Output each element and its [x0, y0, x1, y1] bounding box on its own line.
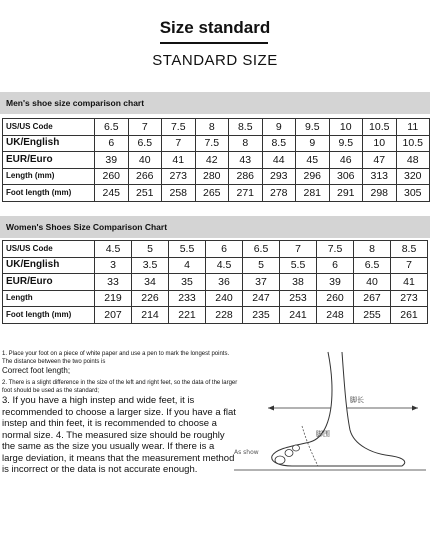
table-cell: 44 [262, 152, 296, 169]
table-cell: 273 [162, 168, 196, 185]
width-label: 脚围 [316, 430, 330, 438]
table-cell: 10.5 [396, 135, 430, 152]
table-cell: 5 [243, 257, 280, 274]
table-cell: 6.5 [95, 119, 129, 136]
table-cell: 5 [132, 241, 169, 258]
table-cell: 253 [280, 290, 317, 307]
table-cell: 9 [262, 119, 296, 136]
table-cell: 8.5 [391, 241, 428, 258]
men-chart-heading: Men's shoe size comparison chart [0, 92, 430, 114]
table-cell: 3.5 [132, 257, 169, 274]
table-cell: 6.5 [128, 135, 162, 152]
table-cell: 265 [195, 185, 229, 202]
row-label: Foot length (mm) [3, 307, 95, 324]
table-cell: 221 [169, 307, 206, 324]
table-cell: 3 [95, 257, 132, 274]
table-row [3, 274, 428, 291]
table-cell: 293 [262, 168, 296, 185]
table-cell: 255 [354, 307, 391, 324]
table-cell: 296 [296, 168, 330, 185]
table-cell: 248 [317, 307, 354, 324]
table-cell: 7 [128, 119, 162, 136]
table-cell: 298 [363, 185, 397, 202]
table-cell: 306 [329, 168, 363, 185]
side-label: As show [234, 449, 259, 456]
table-cell: 251 [128, 185, 162, 202]
row-label: EUR/Euro [3, 152, 95, 169]
table-cell: 42 [195, 152, 229, 169]
table-cell: 207 [95, 307, 132, 324]
table-row [3, 307, 428, 324]
table-cell: 46 [329, 152, 363, 169]
table-cell: 9 [296, 135, 330, 152]
table-cell: 39 [95, 152, 129, 169]
table-cell: 8.5 [229, 119, 263, 136]
table-cell: 4.5 [206, 257, 243, 274]
table-cell: 36 [206, 274, 243, 291]
table-cell: 7.5 [317, 241, 354, 258]
men-size-table [2, 118, 430, 202]
table-cell: 313 [363, 168, 397, 185]
table-cell: 214 [132, 307, 169, 324]
row-label: US/US Code [3, 241, 95, 258]
table-row [3, 152, 430, 169]
table-cell: 8.5 [262, 135, 296, 152]
page-subtitle: STANDARD SIZE [152, 52, 278, 69]
table-row [3, 185, 430, 202]
table-cell: 226 [132, 290, 169, 307]
table-cell: 260 [317, 290, 354, 307]
table-row [3, 257, 428, 274]
table-cell: 8 [354, 241, 391, 258]
note-1: 1. Place your foot on a piece of white paper and use a pen to mark the longest points. The distance between the two points is [2, 351, 230, 365]
table-cell: 34 [132, 274, 169, 291]
table-cell: 48 [396, 152, 430, 169]
table-cell: 278 [262, 185, 296, 202]
table-cell: 305 [396, 185, 430, 202]
table-cell: 6 [95, 135, 129, 152]
table-cell: 271 [229, 185, 263, 202]
table-cell: 41 [162, 152, 196, 169]
table-row [3, 241, 428, 258]
table-cell: 37 [243, 274, 280, 291]
table-cell: 47 [363, 152, 397, 169]
table-cell: 280 [195, 168, 229, 185]
table-cell: 35 [169, 274, 206, 291]
women-size-table [2, 240, 428, 324]
measurement-notes [2, 350, 238, 476]
row-label: Foot length (mm) [3, 185, 95, 202]
women-chart-heading: Women's Shoes Size Comparison Chart [0, 216, 430, 238]
table-cell: 233 [169, 290, 206, 307]
table-row [3, 168, 430, 185]
table-cell: 5.5 [169, 241, 206, 258]
table-cell: 9.5 [296, 119, 330, 136]
table-cell: 267 [354, 290, 391, 307]
table-cell: 39 [317, 274, 354, 291]
note-3: 3. If you have a high instep and wide feet, it is recommended to choose a larger size. If you have a flat instep and thin feet, it is recommended to choose a normal size. 4. The measured size should be roughly the same as the size you usually wear. If there is a large deviation, it means that the measurement method is incorrect or the data is not accurate enough. [2, 395, 236, 475]
table-cell: 7 [391, 257, 428, 274]
note-2: 2. There is a slight difference in the size of the left and right feet, so the data of the larger foot should be used as the standard; [2, 380, 238, 394]
table-cell: 11 [396, 119, 430, 136]
page-title: Size standard [159, 18, 271, 37]
table-cell: 4.5 [95, 241, 132, 258]
table-cell: 291 [329, 185, 363, 202]
table-cell: 235 [243, 307, 280, 324]
foot-measure-diagram [232, 350, 428, 480]
table-cell: 228 [206, 307, 243, 324]
table-cell: 10.5 [363, 119, 397, 136]
table-cell: 10 [363, 135, 397, 152]
table-cell: 7 [162, 135, 196, 152]
table-cell: 8 [229, 135, 263, 152]
table-cell: 33 [95, 274, 132, 291]
table-cell: 40 [128, 152, 162, 169]
table-cell: 45 [296, 152, 330, 169]
table-cell: 8 [195, 119, 229, 136]
row-label: EUR/Euro [3, 274, 95, 291]
table-cell: 266 [128, 168, 162, 185]
table-cell: 6.5 [354, 257, 391, 274]
table-cell: 245 [95, 185, 129, 202]
table-cell: 9.5 [329, 135, 363, 152]
table-row [3, 290, 428, 307]
table-cell: 7.5 [162, 119, 196, 136]
table-row [3, 119, 430, 136]
row-label: UK/English [3, 257, 95, 274]
table-cell: 260 [95, 168, 129, 185]
table-cell: 286 [229, 168, 263, 185]
table-cell: 41 [391, 274, 428, 291]
table-cell: 320 [396, 168, 430, 185]
table-cell: 258 [162, 185, 196, 202]
table-cell: 6 [317, 257, 354, 274]
table-cell: 6.5 [243, 241, 280, 258]
table-cell: 4 [169, 257, 206, 274]
table-row [3, 135, 430, 152]
table-cell: 261 [391, 307, 428, 324]
table-cell: 7.5 [195, 135, 229, 152]
table-cell: 7 [280, 241, 317, 258]
row-label: US/US Code [3, 119, 95, 136]
title-underline [160, 42, 268, 44]
table-cell: 247 [243, 290, 280, 307]
row-label: Length [3, 290, 95, 307]
table-cell: 219 [95, 290, 132, 307]
table-cell: 273 [391, 290, 428, 307]
table-cell: 281 [296, 185, 330, 202]
table-cell: 40 [354, 274, 391, 291]
note-1-end: Correct foot length; [2, 366, 71, 375]
table-cell: 240 [206, 290, 243, 307]
row-label: UK/English [3, 135, 95, 152]
table-cell: 5.5 [280, 257, 317, 274]
length-label: 脚长 [350, 396, 364, 404]
table-cell: 43 [229, 152, 263, 169]
foot-outline [272, 352, 405, 466]
table-cell: 6 [206, 241, 243, 258]
table-cell: 10 [329, 119, 363, 136]
table-cell: 241 [280, 307, 317, 324]
row-label: Length (mm) [3, 168, 95, 185]
table-cell: 38 [280, 274, 317, 291]
